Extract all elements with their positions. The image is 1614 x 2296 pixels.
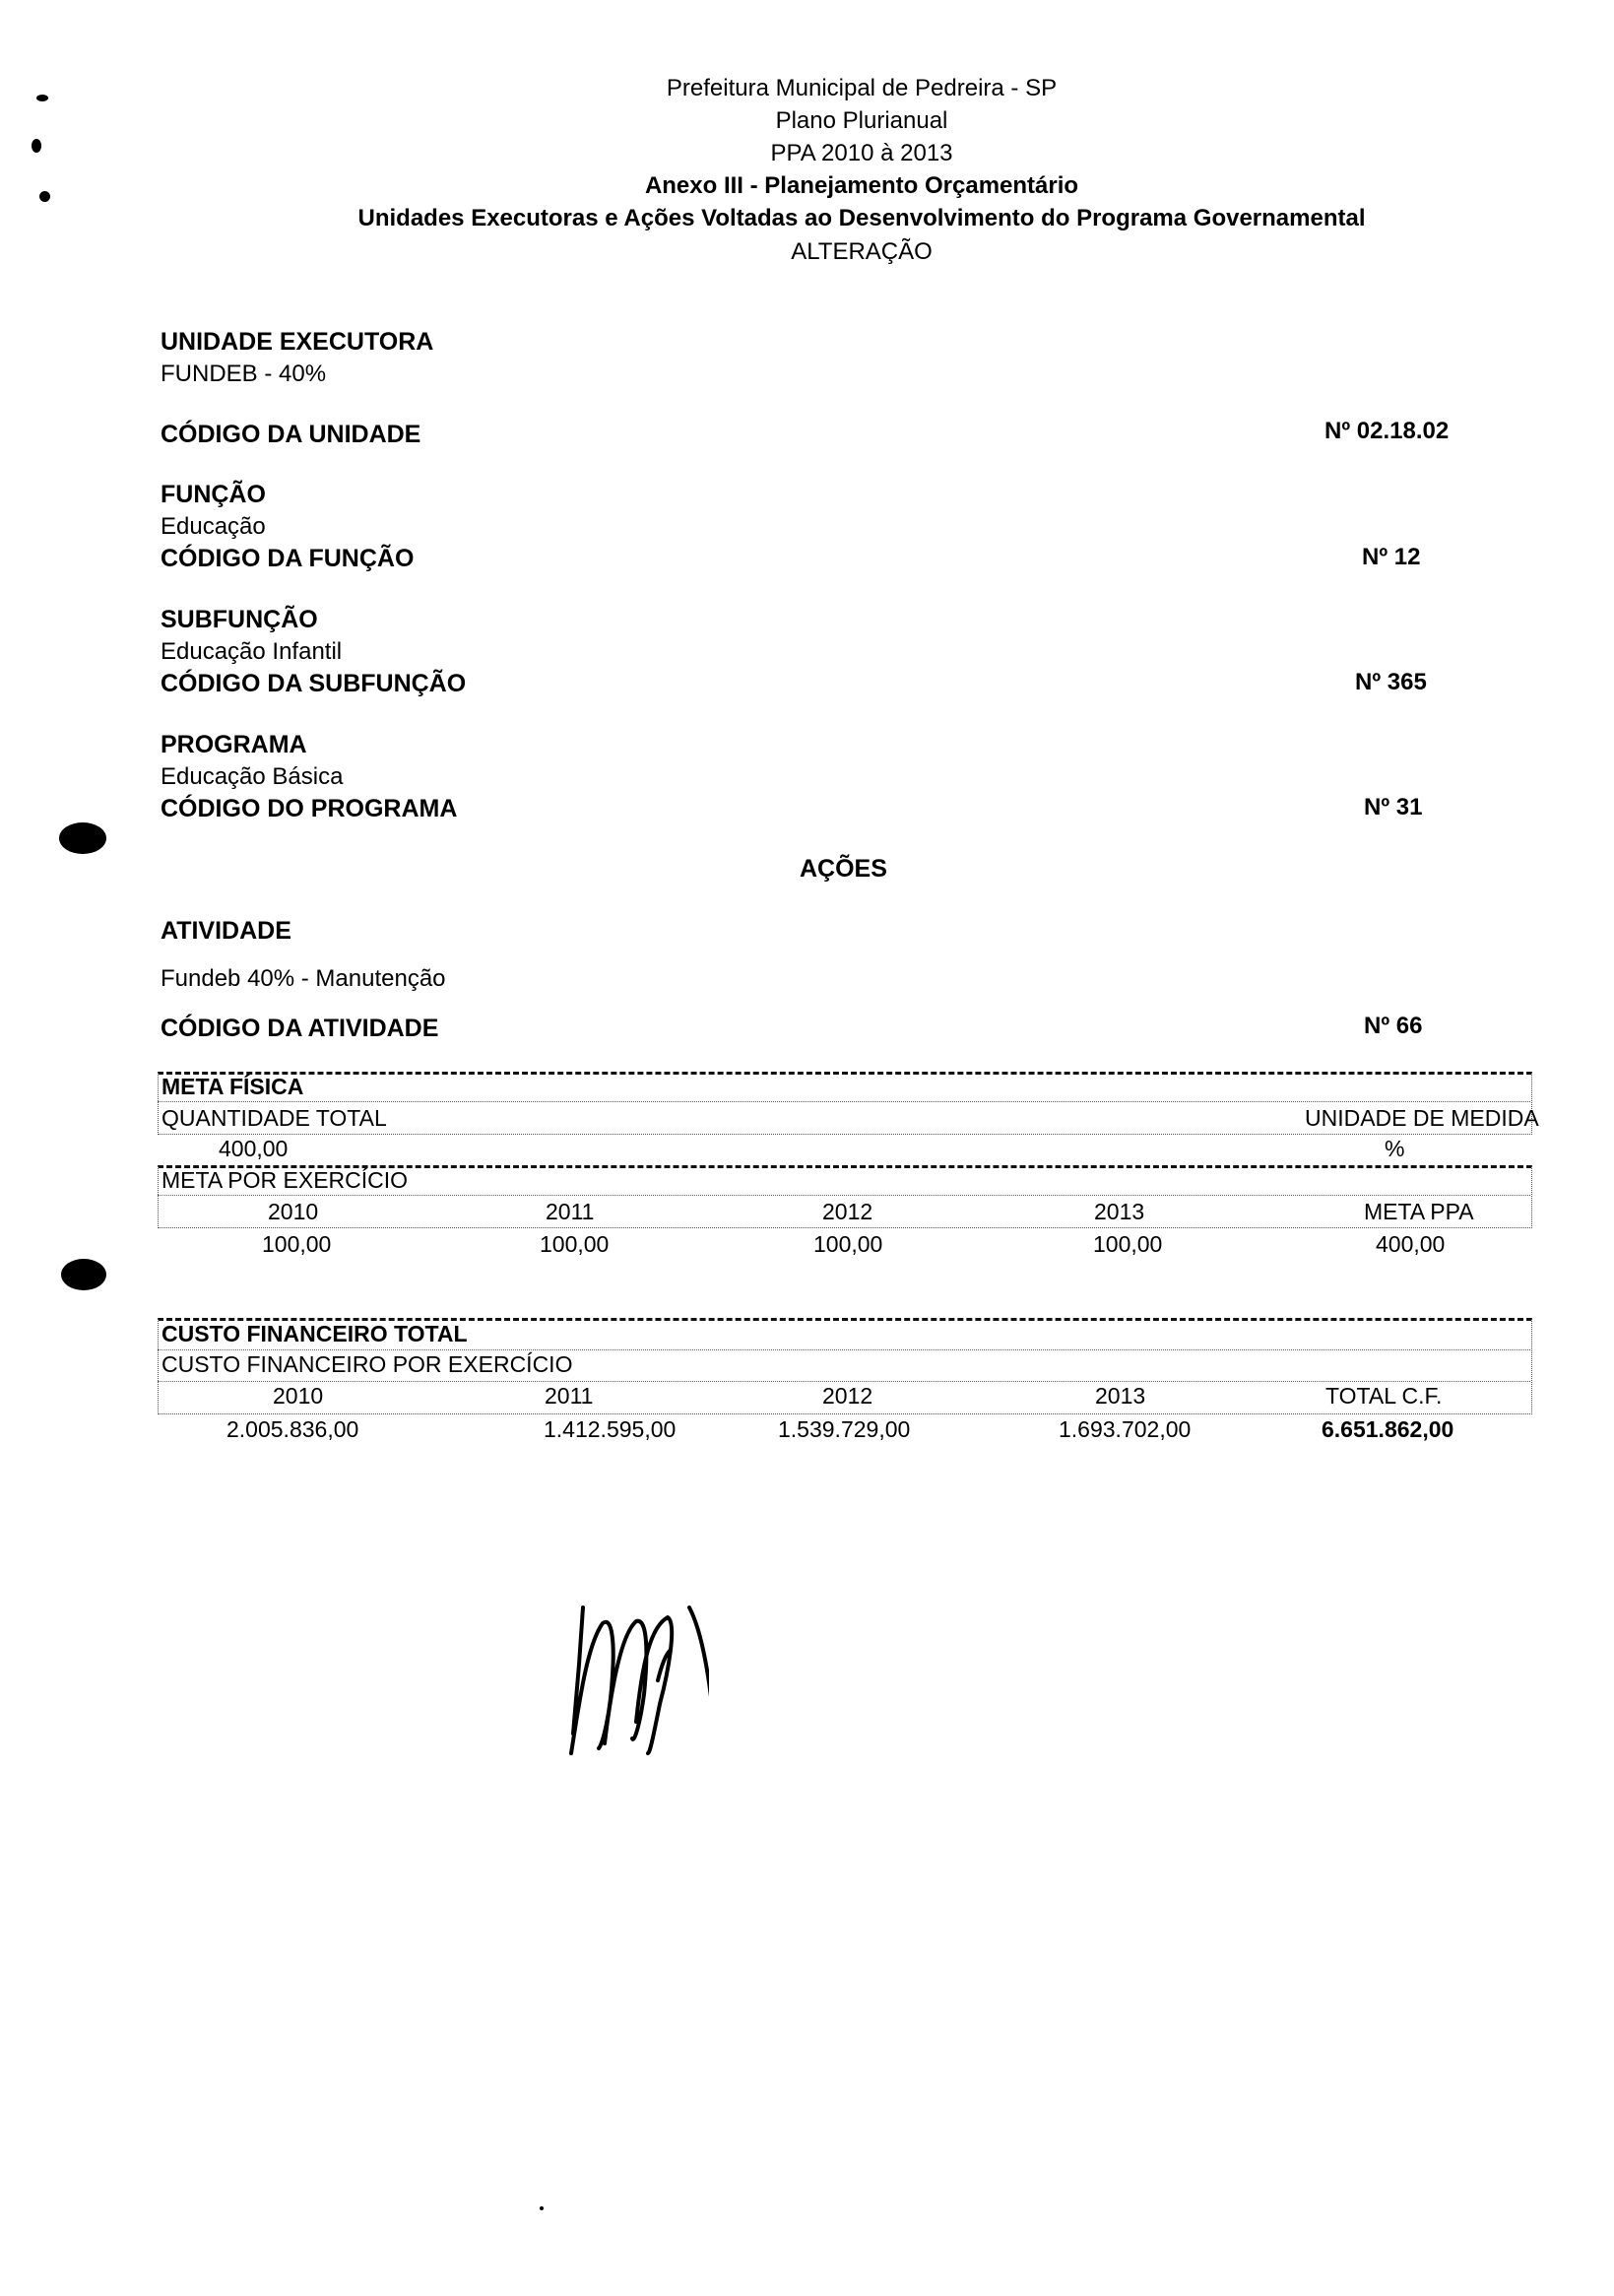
- unidade-label: UNIDADE EXECUTORA: [161, 328, 434, 356]
- custo-divider-2: [158, 1381, 1530, 1382]
- meta-value-2010: 100,00: [262, 1231, 332, 1257]
- codigo-funcao-label: CÓDIGO DA FUNÇÃO: [161, 545, 415, 572]
- total-cf-label: TOTAL C.F.: [1325, 1383, 1443, 1409]
- punch-hole-top: [59, 822, 106, 854]
- signature-icon: [551, 1606, 709, 1862]
- codigo-funcao-value: Nº 12: [1362, 544, 1421, 570]
- custo-value-2012: 1.539.729,00: [778, 1416, 911, 1442]
- quantidade-total-value: 400,00: [219, 1136, 289, 1161]
- codigo-subfuncao-value: Nº 365: [1355, 669, 1427, 695]
- header-anexo: Anexo III - Planejamento Orçamentário: [644, 172, 1079, 199]
- programa-label: PROGRAMA: [161, 731, 307, 758]
- custo-divider-1: [158, 1349, 1530, 1350]
- custo-year-2012: 2012: [822, 1383, 873, 1409]
- custo-year-2013: 2013: [1095, 1383, 1146, 1409]
- meta-exercicio-divider: [158, 1195, 1530, 1196]
- meta-ppa-label: META PPA: [1364, 1199, 1474, 1224]
- scan-mark-2: [32, 139, 41, 153]
- codigo-atividade-value: Nº 66: [1364, 1013, 1423, 1039]
- unidade-medida-value: %: [1385, 1136, 1405, 1161]
- funcao-value: Educação: [161, 513, 266, 540]
- meta-exercicio-title: META POR EXERCÍCIO: [161, 1167, 409, 1193]
- codigo-programa-value: Nº 31: [1364, 794, 1423, 820]
- quantidade-total-label: QUANTIDADE TOTAL: [161, 1105, 387, 1131]
- scan-mark-1: [36, 95, 48, 101]
- funcao-label: FUNÇÃO: [161, 481, 266, 508]
- codigo-atividade-label: CÓDIGO DA ATIVIDADE: [161, 1015, 439, 1042]
- custo-value-2013: 1.693.702,00: [1059, 1416, 1192, 1442]
- meta-year-2011: 2011: [546, 1199, 595, 1224]
- meta-value-2013: 100,00: [1093, 1231, 1163, 1257]
- codigo-unidade-label: CÓDIGO DA UNIDADE: [161, 421, 421, 448]
- custo-value-2011: 1.412.595,00: [544, 1416, 677, 1442]
- header-unidades: Unidades Executoras e Ações Voltadas ao Desenvolvimento do Programa Governamental: [357, 205, 1366, 231]
- unidade-value: FUNDEB - 40%: [161, 361, 327, 387]
- header-prefeitura: Prefeitura Municipal de Pedreira - SP: [666, 75, 1058, 101]
- header-plano: Plano Plurianual: [775, 107, 948, 134]
- meta-value-2011: 100,00: [540, 1231, 610, 1257]
- meta-year-2013: 2013: [1094, 1199, 1145, 1224]
- atividade-label: ATIVIDADE: [161, 917, 291, 945]
- programa-value: Educação Básica: [161, 763, 344, 790]
- subfuncao-value: Educação Infantil: [161, 638, 343, 665]
- meta-year-2010: 2010: [268, 1199, 319, 1224]
- meta-year-2012: 2012: [822, 1199, 873, 1224]
- custo-financeiro-subtitle: CUSTO FINANCEIRO POR EXERCÍCIO: [161, 1351, 573, 1377]
- scan-mark-3: [39, 191, 50, 202]
- subfuncao-label: SUBFUNÇÃO: [161, 606, 318, 633]
- acoes-title: AÇÕES: [800, 855, 887, 883]
- atividade-value: Fundeb 40% - Manutenção: [161, 965, 446, 992]
- codigo-programa-label: CÓDIGO DO PROGRAMA: [161, 795, 458, 822]
- punch-hole-bottom: [61, 1259, 106, 1290]
- meta-ppa-value: 400,00: [1376, 1231, 1446, 1257]
- custo-financeiro-title: CUSTO FINANCEIRO TOTAL: [161, 1321, 468, 1346]
- codigo-subfuncao-label: CÓDIGO DA SUBFUNÇÃO: [161, 670, 467, 697]
- meta-fisica-divider: [158, 1101, 1530, 1102]
- meta-value-2012: 100,00: [813, 1231, 883, 1257]
- unidade-medida-label: UNIDADE DE MEDIDA: [1305, 1105, 1539, 1131]
- header-alteracao: ALTERAÇÃO: [791, 238, 933, 265]
- custo-year-2010: 2010: [273, 1383, 324, 1409]
- custo-value-2010: 2.005.836,00: [226, 1416, 359, 1442]
- meta-fisica-title: META FÍSICA: [161, 1074, 304, 1099]
- scan-mark-4: [540, 2206, 544, 2210]
- header-ppa: PPA 2010 à 2013: [770, 140, 953, 166]
- total-cf-value: 6.651.862,00: [1322, 1416, 1454, 1442]
- codigo-unidade-value: Nº 02.18.02: [1324, 418, 1450, 444]
- custo-year-2011: 2011: [545, 1383, 594, 1409]
